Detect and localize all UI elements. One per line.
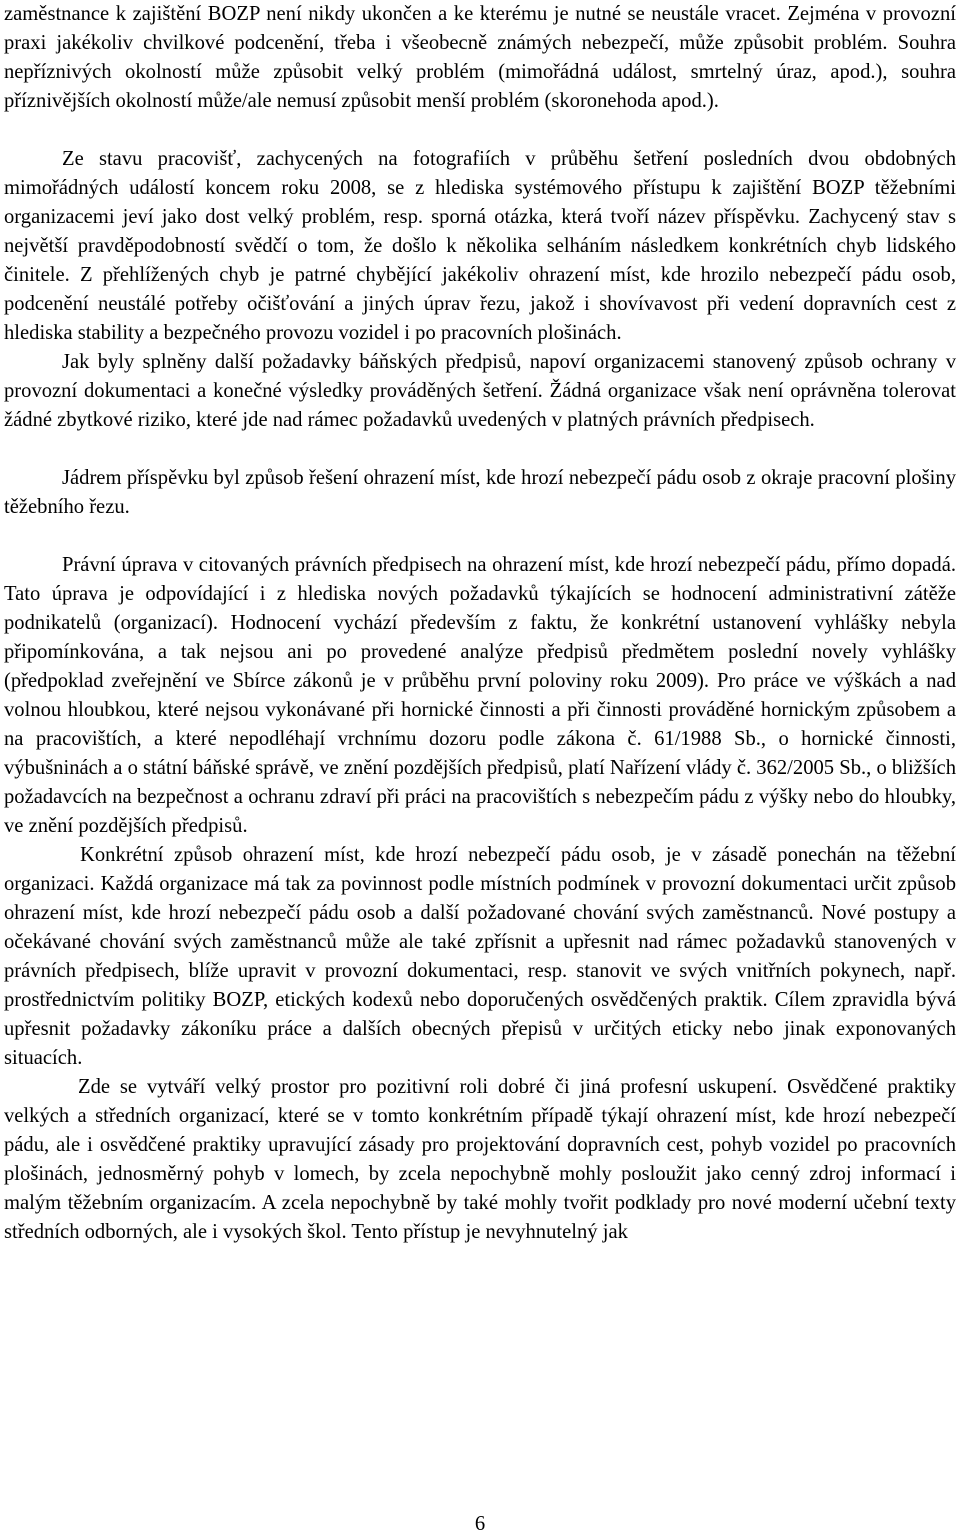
paragraph-5: Právní úprava v citovaných právních předpisech na ohrazení míst, kde hrozí nebezpečí pádu, přímo dopadá. Tato úprava je odpovídající i z hlediska nových požadavků týkajících se hodnocení administrativní zátěže podnikatelů (organizací). Hodnocení vychází především z faktu, že konkrétní ustanovení vyhlášky nebyla připomínkována, a tak nejsou ani po provedené analýze předpisů předmětem poslední novely vyhlášky (předpoklad zveřejnění ve Sbírce zákonů je v průběhu první poloviny roku 2009). Pro práce ve výškách a nad volnou hloubkou, které nejsou vykonávané při hornické činnosti a při činnosti prováděné hornickým způsobem a na pracovištích, a které nepodléhají vrchnímu dozoru podle zákona č. 61/1988 Sb., o hornické činnosti, výbušninách a o státní báňské správě, ve znění pozdějších předpisů, platí Nařízení vlády č. 362/2005 Sb., o bližších požadavcích na bezpečnost a ochranu zdraví při práci na pracovištích s nebezpečím pádu z výšky nebo do hloubky, ve znění pozdějších předpisů. xyxy=(4,554,956,837)
paragraph-4: Jádrem příspěvku byl způsob řešení ohrazení míst, kde hrozí nebezpečí pádu osob z okraje pracovní plošiny těžebního řezu. xyxy=(4,467,956,518)
paragraph-3: Jak byly splněny další požadavky báňských předpisů, napoví organizacemi stanovený způsob ochrany v provozní dokumentaci a konečné výsledky prováděných šetření. Žádná organizace však není oprávněna tolerovat žádné zbytkové riziko, které jde nad rámec požadavků uvedených v platných právních předpisech. xyxy=(4,351,956,431)
paragraph-6: Konkrétní způsob ohrazení míst, kde hrozí nebezpečí pádu osob, je v zásadě ponechán na těžební organizaci. Každá organizace má tak za povinnost podle místních podmínek v provozní dokumentaci určit způsob ohrazení míst, kde hrozí nebezpečí pádu osob a další požadované chování svých zaměstnanců. Nové postupy a očekávané chování svých zaměstnanců může ale také zpřísnit a upřesnit nad rámec požadavků stanovených v právních předpisech, blíže upravit v provozní dokumentaci, resp. stanovit ve svých vnitřních pokynech, např. prostřednictvím politiky BOZP, etických kodexů nebo doporučených osvědčených praktik. Cílem zpravidla bývá upřesnit požadavky zákoníku práce a dalších obecných přepisů v určitých eticky nebo jinak exponovaných situacích. xyxy=(4,844,956,1069)
paragraph-1: zaměstnance k zajištění BOZP není nikdy ukončen a ke kterému je nutné se neustále vracet. Zejména v provozní praxi jakékoliv chvilkové podcenění, třeba i všeobecně známých nebezpečí, může způsobit problém. Souhra nepříznivých okolností může způsobit velký problém (mimořádná událost, smrtelný úraz, apod.), souhra příznivějších okolností může/ale nemusí způsobit menší problém (skoronehoda apod.). xyxy=(4,3,956,112)
paragraph-2: Ze stavu pracovišť, zachycených na fotografiích v průběhu šetření posledních dvou obdobných mimořádných událostí koncem roku 2008, se z hlediska systémového přístupu k zajištění BOZP těžebními organizacemi jeví jako dost velký problém, resp. sporná otázka, která tvoří název příspěvku. Zachycený stav s největší pravděpodobností svědčí o tom, že došlo k několika selháním následkem konkrétních chyb lidského činitele. Z přehlížených chyb je patrné chybějící jakékoliv ohrazení míst, kde hrozilo nebezpečí pádu osob, podcenění neustálé potřeby očišťování a jiných úprav řezu, jakož i shovívavost při vedení dopravních cest z hlediska stability a bezpečného provozu vozidel i po pracovních plošinách. xyxy=(4,148,956,344)
page-number: 6 xyxy=(474,1513,486,1535)
document-page xyxy=(4,0,956,1247)
paragraph-7: Zde se vytváří velký prostor pro pozitivní roli dobré či jiná profesní uskupení. Osvědčené praktiky velkých a středních organizací, které se v tomto konkrétním případě týkají ohrazení míst, kde hrozí nebezpečí pádu, ale i osvědčené praktiky upravující zásady pro projektování dopravních cest, pohyb vozidel po pracovních plošinách, jednosměrný pohyb v lomech, by zcela nepochybně mohly posloužit jako cenný zdroj informací i malým těžebním organizacím. A zcela nepochybně by také mohly tvořit podklady pro nové moderní učební texty středních odborných, ale i vysokých škol. Tento přístup je nevyhnutelný jak xyxy=(4,1076,956,1243)
